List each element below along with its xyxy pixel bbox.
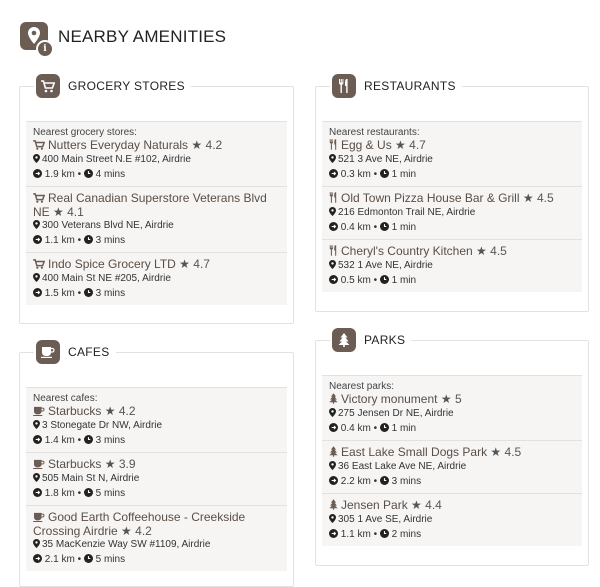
- clock-icon: [380, 169, 389, 180]
- info-badge: i: [36, 40, 54, 58]
- cafes-card-title: CAFES: [68, 345, 110, 359]
- rating-value: 4.5: [536, 191, 554, 205]
- restaurants-card-header: [330, 74, 462, 98]
- distance-value: 2.1 km: [44, 554, 75, 565]
- distance-value: 1.1 km: [340, 529, 371, 540]
- list-item: Starbucks ★ 3.9 505 Main St N, Airdrie 1.8 km • 5 mins: [26, 452, 287, 505]
- tree-icon: [329, 393, 338, 407]
- list-item: Good Earth Coffeehouse - Creekside Crossing Airdrie ★ 4.2 35 MacKenzie Way SW #1109, Airdrie 2.1 km • 5 mins: [26, 505, 287, 571]
- parks-card-header: [330, 328, 411, 352]
- star-icon: ★: [411, 498, 422, 512]
- place-name[interactable]: Old Town Pizza House Bar & Grill: [341, 191, 520, 205]
- map-pin-icon: [33, 273, 40, 282]
- tree-icon: [329, 499, 338, 513]
- grocery-list: [26, 121, 287, 305]
- distance-value: 1.5 km: [44, 288, 75, 299]
- clock-icon: [84, 488, 93, 499]
- place-address: 532 1 Ave NE, Airdrie: [338, 260, 433, 271]
- navigation-icon: [329, 222, 338, 233]
- place-address: 521 3 Ave NE, Airdrie: [338, 154, 433, 165]
- time-value: 3 mins: [391, 476, 422, 487]
- distance-value: 1.4 km: [44, 435, 75, 446]
- distance-value: 0.4 km: [340, 423, 371, 434]
- cafes-heading: Nearest cafes:: [33, 393, 98, 404]
- place-address: 400 Main St NE #205, Airdrie: [42, 273, 171, 284]
- map-pin-icon: [329, 514, 336, 523]
- place-name[interactable]: Cheryl's Country Kitchen: [341, 244, 473, 258]
- place-name[interactable]: Real Canadian Superstore Veterans Blvd NE: [33, 191, 267, 219]
- rating-value: 5: [454, 392, 462, 406]
- grocery-card: [19, 79, 294, 324]
- rating-value: 4.2: [118, 404, 136, 418]
- restaurants-heading: Nearest restaurants:: [329, 127, 420, 138]
- clock-icon: [84, 554, 93, 565]
- place-name[interactable]: Indo Spice Grocery LTD: [48, 257, 176, 271]
- grocery-card-header: [34, 74, 191, 98]
- clock-icon: [380, 275, 389, 286]
- rating-value: 4.7: [409, 138, 426, 152]
- navigation-icon: [329, 275, 338, 286]
- parks-heading: Nearest parks:: [329, 381, 395, 392]
- star-icon: ★: [522, 191, 534, 205]
- list-item: Jensen Park ★ 4.4 305 1 Ave SE, Airdrie 1.1 km • 2 mins: [322, 493, 582, 546]
- navigation-icon: [329, 423, 338, 434]
- page-title: NEARBY AMENITIES: [58, 27, 227, 46]
- cafes-list: [26, 387, 287, 571]
- utensils-icon: [329, 245, 338, 259]
- place-address: 3 Stonegate Dr NW, Airdrie: [42, 420, 163, 431]
- clock-icon: [380, 423, 389, 434]
- place-address: 400 Main Street N.E #102, Airdrie: [42, 154, 191, 165]
- restaurants-card-title: RESTAURANTS: [364, 79, 456, 93]
- shopping-cart-icon: [33, 259, 45, 272]
- place-address: 275 Jensen Dr NE, Airdrie: [338, 408, 454, 419]
- time-value: 1 min: [391, 222, 417, 233]
- parks-card-title: PARKS: [364, 333, 406, 347]
- star-icon: ★: [53, 205, 64, 219]
- place-address: 36 East Lake Ave NE, Airdrie: [338, 461, 467, 472]
- list-item: Nearest cafes: Starbucks ★ 4.2 3 Stonegate Dr NW, Airdrie 1.4 km • 3 mins: [26, 387, 287, 452]
- grocery-card-title: GROCERY STORES: [68, 79, 185, 93]
- time-value: 1 min: [391, 275, 417, 286]
- rating-value: 4.2: [135, 524, 152, 538]
- navigation-icon: [329, 169, 338, 180]
- parks-list: [322, 375, 582, 546]
- clock-icon: [380, 222, 389, 233]
- utensils-icon: [329, 192, 338, 206]
- star-icon: ★: [191, 138, 203, 152]
- list-item: Nearest parks: Victory monument ★ 5 275 Jensen Dr NE, Airdrie 0.4 km • 1 min: [322, 375, 582, 440]
- place-name[interactable]: Good Earth Coffeehouse - Creekside Crossing Airdrie: [33, 510, 246, 538]
- navigation-icon: [329, 529, 338, 540]
- rating-value: 4.5: [490, 244, 507, 258]
- map-pin-icon: [329, 207, 336, 216]
- map-pin-icon: [33, 420, 40, 429]
- rating-value: 4.2: [205, 138, 223, 152]
- distance-value: 0.5 km: [340, 275, 371, 286]
- place-name[interactable]: Egg & Us: [341, 138, 392, 152]
- place-name[interactable]: East Lake Small Dogs Park: [341, 445, 488, 459]
- star-icon: ★: [104, 404, 116, 418]
- place-name[interactable]: Nutters Everyday Naturals: [48, 138, 189, 152]
- distance-value: 0.3 km: [340, 169, 371, 180]
- clock-icon: [84, 169, 93, 180]
- place-name[interactable]: Jensen Park: [341, 498, 408, 512]
- list-item: Nearest grocery stores: Nutters Everyday Naturals ★ 4.2 400 Main Street N.E #102, Airdrie 1.9 km • 4 mins: [26, 121, 287, 186]
- clock-icon: [380, 476, 389, 487]
- time-value: 1 min: [391, 169, 417, 180]
- time-value: 2 mins: [391, 529, 422, 540]
- rating-value: 4.7: [193, 257, 210, 271]
- star-icon: ★: [104, 457, 116, 471]
- grocery-heading: Nearest grocery stores:: [33, 127, 137, 138]
- time-value: 3 mins: [95, 288, 126, 299]
- cafes-card-header: [34, 340, 116, 364]
- map-pin-icon: [329, 260, 336, 269]
- time-value: 5 mins: [95, 554, 126, 565]
- place-address: 35 MacKenzie Way SW #1109, Airdrie: [42, 539, 211, 550]
- list-item: Old Town Pizza House Bar & Grill ★ 4.5 216 Edmonton Trail NE, Airdrie 0.4 km • 1 min: [322, 186, 582, 239]
- time-value: 3 mins: [95, 435, 126, 446]
- map-pin-icon: [33, 154, 40, 163]
- place-address: 216 Edmonton Trail NE, Airdrie: [338, 207, 476, 218]
- map-pin-icon: [33, 539, 40, 548]
- list-item: East Lake Small Dogs Park ★ 4.5 36 East Lake Ave NE, Airdrie 2.2 km • 3 mins: [322, 440, 582, 493]
- place-address: 305 1 Ave SE, Airdrie: [338, 514, 433, 525]
- time-value: 1 min: [391, 423, 417, 434]
- distance-value: 1.1 km: [44, 235, 75, 246]
- tree-icon: [329, 446, 338, 460]
- star-icon: ★: [121, 524, 132, 538]
- utensils-icon: [332, 74, 356, 98]
- clock-icon: [84, 435, 93, 446]
- navigation-icon: [33, 288, 42, 299]
- time-value: 5 mins: [95, 488, 126, 499]
- clock-icon: [380, 529, 389, 540]
- restaurants-list: [322, 121, 582, 292]
- distance-value: 0.4 km: [340, 222, 371, 233]
- coffee-cup-icon: [36, 340, 60, 364]
- star-icon: ★: [395, 138, 406, 152]
- place-name[interactable]: Victory monument: [341, 392, 438, 406]
- navigation-icon: [33, 554, 42, 565]
- list-item: Indo Spice Grocery LTD ★ 4.7 400 Main St NE #205, Airdrie 1.5 km • 3 mins: [26, 252, 287, 305]
- restaurants-card: [315, 79, 589, 312]
- coffee-cup-icon: [33, 406, 45, 419]
- distance-value: 2.2 km: [340, 476, 371, 487]
- clock-icon: [84, 288, 93, 299]
- map-pin-icon: [329, 154, 336, 163]
- rating-value: 3.9: [118, 457, 136, 471]
- rating-value: 4.1: [67, 205, 84, 219]
- time-value: 4 mins: [95, 169, 126, 180]
- navigation-icon: [33, 488, 42, 499]
- list-item: Nearest restaurants: Egg & Us ★ 4.7 521 3 Ave NE, Airdrie 0.3 km • 1 min: [322, 121, 582, 186]
- distance-value: 1.9 km: [44, 169, 75, 180]
- place-address: 505 Main St N, Airdrie: [42, 473, 140, 484]
- map-pin-icon: [329, 461, 336, 470]
- place-name[interactable]: Starbucks: [48, 457, 102, 471]
- map-pin-icon: [33, 473, 40, 482]
- page-header: [20, 22, 226, 52]
- rating-value: 4.4: [425, 498, 442, 512]
- distance-value: 1.8 km: [44, 488, 75, 499]
- place-address: 300 Veterans Blvd NE, Airdrie: [42, 220, 174, 231]
- star-icon: ★: [440, 392, 452, 406]
- navigation-icon: [33, 235, 42, 246]
- navigation-icon: [329, 476, 338, 487]
- time-value: 3 mins: [95, 235, 126, 246]
- cafes-card: [19, 345, 294, 587]
- list-item: Cheryl's Country Kitchen ★ 4.5 532 1 Ave NE, Airdrie 0.5 km • 1 min: [322, 239, 582, 292]
- parks-card: [315, 333, 589, 566]
- location-info-icon: [20, 22, 50, 52]
- star-icon: ★: [476, 244, 487, 258]
- navigation-icon: [33, 169, 42, 180]
- place-name[interactable]: Starbucks: [48, 404, 102, 418]
- star-icon: ★: [490, 445, 502, 459]
- list-item: Real Canadian Superstore Veterans Blvd NE ★ 4.1 300 Veterans Blvd NE, Airdrie 1.1 km • 3 mins: [26, 186, 287, 252]
- shopping-cart-icon: [36, 74, 60, 98]
- coffee-cup-icon: [33, 459, 45, 472]
- navigation-icon: [33, 435, 42, 446]
- map-pin-icon: [329, 408, 336, 417]
- shopping-cart-icon: [33, 140, 45, 153]
- utensils-icon: [329, 139, 338, 153]
- rating-value: 4.5: [504, 445, 522, 459]
- clock-icon: [84, 235, 93, 246]
- map-pin-icon: [33, 220, 40, 229]
- tree-icon: [332, 328, 356, 352]
- star-icon: ★: [179, 257, 190, 271]
